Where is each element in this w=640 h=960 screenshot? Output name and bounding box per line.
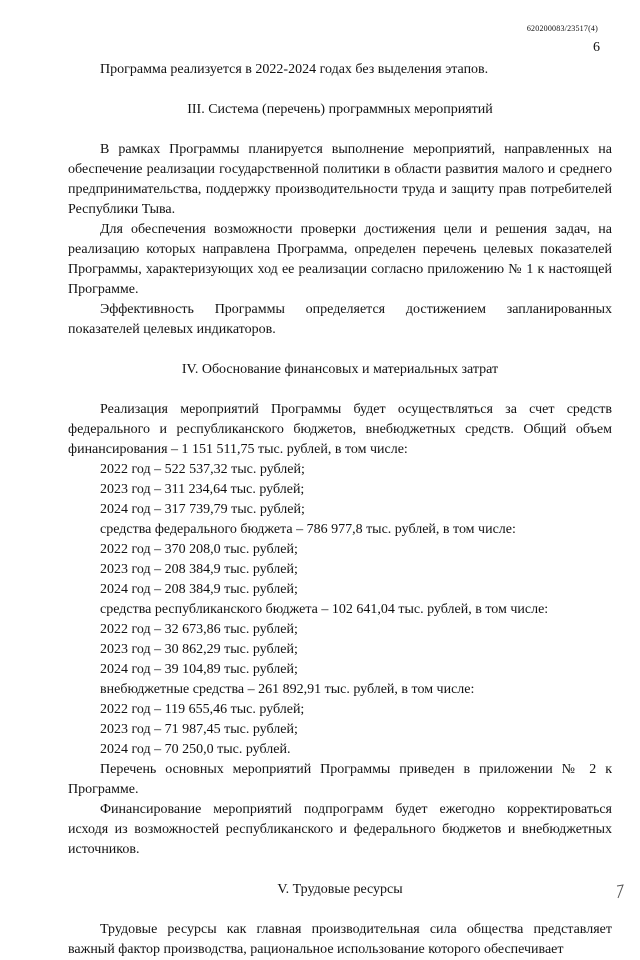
total-2022: 2022 год – 522 537,32 тыс. рублей; [100,462,305,477]
federal-2024: 2024 год – 208 384,9 тыс. рублей; [100,582,298,597]
extra-2022: 2022 год – 119 655,46 тыс. рублей; [100,702,305,717]
extra-budget-line: внебюджетные средства – 261 892,91 тыс. рублей, в том числе: [100,682,475,697]
extra-2024: 2024 год – 70 250,0 тыс. рублей. [100,742,291,757]
section-5-paragraph-1: Трудовые ресурсы как главная производительная сила общества представляет важный фактор производства, рациональное использование которого обеспечивает [68,922,612,957]
section-4-paragraph-1: Реализация мероприятий Программы будет осуществляться за счет средств федерального и республиканского бюджетов, внебюджетных средств. Общий объем финансирования – 1 151 511,75 тыс. рублей, в том числе: [68,402,612,457]
section-4-funding-paragraph: Финансирование мероприятий подпрограмм будет ежегодно корректироваться исходя из возможностей республиканского и федерального бюджетов и внебюджетных источников. [68,802,612,857]
section-3-heading: III. Система (перечень) программных мероприятий [187,102,493,117]
total-2023: 2023 год – 311 234,64 тыс. рублей; [100,482,305,497]
total-2024: 2024 год – 317 739,79 тыс. рублей; [100,502,305,517]
section-4-heading: IV. Обоснование финансовых и материальных затрат [181,362,499,377]
federal-budget-line: средства федерального бюджета – 786 977,8 тыс. рублей, в том числе: [100,522,516,537]
corner-mark [614,883,626,901]
document-body [68,60,612,960]
page-number: 6 [593,40,600,55]
republic-2023: 2023 год – 30 862,29 тыс. рублей; [100,642,298,657]
section-4-list-paragraph: Перечень основных мероприятий Программы приведен в приложении № 2 к Программе. [68,762,612,797]
document-id: 620200083/23517(4) [526,24,598,33]
republic-budget-line: средства республиканского бюджета – 102 641,04 тыс. рублей, в том числе: [100,602,549,617]
section-3-paragraph-2: Для обеспечения возможности проверки достижения цели и решения задач, на реализацию которых направлена Программа, определен перечень целевых показателей Программы, характеризующих ход ее реализации согласно приложению № 1 к настоящей Программе. [68,222,612,297]
section-3-paragraph-3: Эффективность Программы определяется достижением запланированных показателей целевых индикаторов. [68,302,612,337]
extra-2023: 2023 год – 71 987,45 тыс. рублей; [100,722,298,737]
section-3-paragraph-1: В рамках Программы планируется выполнение мероприятий, направленных на обеспечение реализации государственной политики в области развития малого и среднего предпринимательства, поддержку производительности труда и защиту прав потребителей Республики Тыва. [68,142,612,217]
intro-paragraph: Программа реализуется в 2022-2024 годах без выделения этапов. [100,62,489,77]
federal-2023: 2023 год – 208 384,9 тыс. рублей; [100,562,298,577]
republic-2024: 2024 год – 39 104,89 тыс. рублей; [100,662,298,677]
republic-2022: 2022 год – 32 673,86 тыс. рублей; [100,622,298,637]
federal-2022: 2022 год – 370 208,0 тыс. рублей; [100,542,298,557]
section-5-heading: V. Трудовые ресурсы [277,882,403,897]
